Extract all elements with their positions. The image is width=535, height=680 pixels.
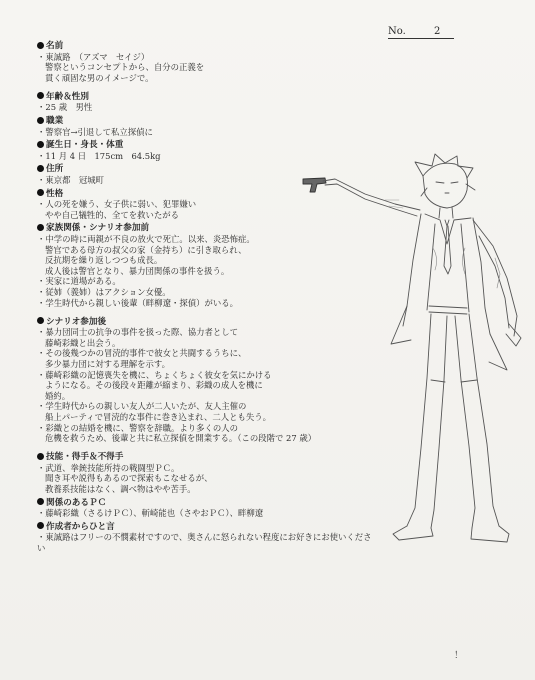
bullet-icon [37,92,44,99]
section-line: 警官である母方の叔父の家（金持ち）に引き取られ、 [45,244,247,255]
section-heading-text: 作成者からひと言 [46,521,115,532]
section-line: ・東誠路 （アズマ セイジ） [37,51,150,62]
section-heading-text: 性格 [46,188,64,199]
section-line: ・学生時代から親しい後輩（畔柳遼・探偵）がいる。 [37,297,238,308]
section-line: ・武道、拳銃技能所持の戦闘型ＰＣ。 [37,462,180,473]
section-line: ・彩織との結婚を機に、警察を辞職。より多くの人の [37,422,238,433]
bullet-icon [37,165,44,172]
section-line: ・警察官→引退して私立探偵に [37,126,153,137]
section-line: ・東誠路はフリーの不憫素材ですので、奥さんに怒られない程度にお好きにお使いくださ [37,532,372,543]
section-line: 教養系技能はなく、調べ物はやや苦手。 [45,484,196,495]
document-number-label: No. [388,26,406,37]
section-line: ・実家に道場がある。 [37,276,121,287]
section-heading [37,41,467,52]
section-heading-text: 職業 [46,116,64,127]
bullet-icon [37,189,44,196]
bullet-icon [37,42,44,49]
section-heading-text: 住所 [46,164,64,175]
section-line: 藤崎彩織と出会う。 [45,337,121,348]
section-line: 成人後は警官となり、暴力団関係の事件を扱う。 [45,265,230,276]
bullet-icon [37,224,44,231]
section-line: ・11 月 4 日 175cm 64.5kg [37,150,161,161]
section-heading [37,116,467,127]
section-line: 多少暴力団に対する理解を示す。 [45,359,170,370]
section-line: 船上パーティで冒涜的な事件に巻き込まれ、二人とも失う。 [45,412,271,422]
section-heading-text: 年齢＆性別 [46,91,89,102]
section-line: ・中学の時に両親が不良の放火で死亡。以来、炎恐怖症。 [37,234,255,244]
section-heading-text: 家族関係・シナリオ参加前 [46,223,150,234]
section-line: ようになる。その後段々距離が縮まり、彩織の成人を機に [45,380,263,391]
bullet-icon [37,141,44,148]
bullet-icon [37,453,44,460]
section-heading-text: 誕生日・身長・体重 [46,140,124,151]
section-line: 貫く頑固な男のイメージで。 [45,72,154,83]
section-line: ・東京都 冠城町 [37,175,104,186]
closing-mark: ！ [454,651,464,661]
character-sketch [295,148,530,548]
section-line: ・従姉（義姉）はアクション女優。 [37,286,171,297]
bullet-icon [37,317,44,324]
section-line: ・学生時代からの親しい友人が二人いたが、友人主催の [37,401,247,412]
section-heading-text: 関係のあるＰＣ [46,497,107,508]
section-line: 聞き耳や説得もあるので探索もこなせるが、 [45,473,213,484]
section-line: い [37,543,46,554]
section-heading-text: 名前 [46,41,64,51]
section-line: ・藤崎彩織の記憶喪失を機に、ちょくちょく彼女を気にかける [37,369,272,380]
document-number-value: 2 [434,26,441,37]
bullet-icon [37,498,44,505]
section-line: 危機を救うため、後輩と共に私立探偵を開業する。（この段階で 27 歳） [45,433,317,444]
bullet-icon [37,117,44,124]
bullet-icon [37,522,44,529]
section-line: 婚約。 [45,390,71,401]
section-heading-text: 技能・得手＆不得手 [46,452,124,463]
section-line: ・その後幾つかの冒涜的事件で彼女と共闘するうちに、 [37,348,247,359]
section-line: 反抗期を繰り返しつつも成長。 [45,255,163,266]
section-line: ・暴力団同士の抗争の事件を扱った際、協力者として [37,327,238,338]
section-line: 警察というコンセプトから、自分の正義を [45,62,205,73]
section-line: ・藤崎彩織（さるけＰＣ）、斬崎能也（さやおＰＣ）、畔柳遼 [37,508,264,519]
section-heading-text: シナリオ参加後 [46,316,107,327]
section-line: ・25 歳 男性 [37,102,93,113]
section-line: やや自己犠牲的、全てを救いたがる [45,209,179,220]
section-line: ・人の死を嫌う、女子供に弱い、犯罪嫌い [37,199,197,210]
section-heading [37,92,467,103]
document-number [388,26,454,39]
